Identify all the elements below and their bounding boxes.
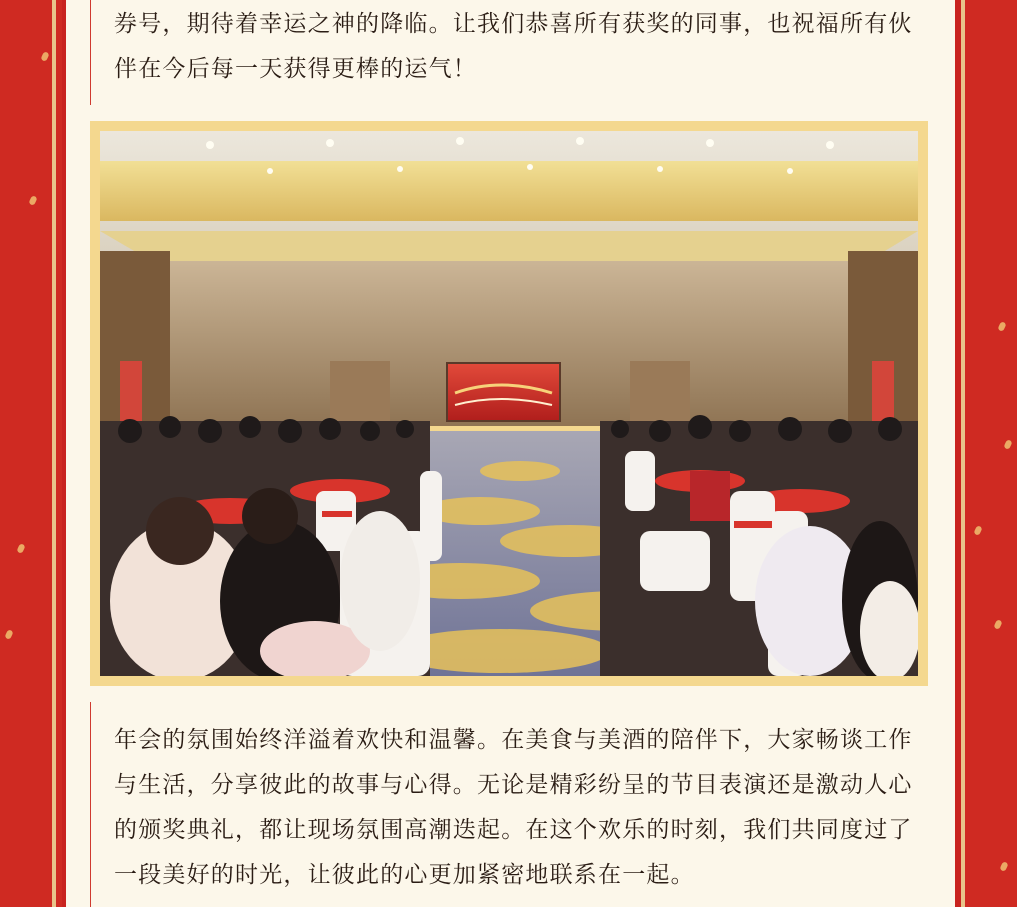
top-text-block (92, 0, 922, 105)
paragraph-rule (90, 0, 91, 105)
paragraph-rule (90, 702, 91, 907)
gold-flake-icon (999, 861, 1008, 872)
gold-flake-icon (4, 629, 13, 640)
gold-flake-icon (28, 195, 37, 206)
left-red-border (0, 0, 62, 907)
gold-flake-icon (997, 321, 1006, 332)
photo-frame (90, 121, 928, 686)
left-gold-stripe (52, 0, 56, 907)
gold-flake-icon (993, 619, 1002, 630)
top-paragraph: 券号，期待着幸运之神的降临。让我们恭喜所有获奖的同事，也祝福所有伙伴在今后每一天获得更棒的运气！ (114, 11, 913, 82)
bottom-paragraph: 年会的氛围始终洋溢着欢快和温馨。在美食与美酒的陪伴下，大家畅谈工作与生活，分享彼此的故事与心得。无论是精彩纷呈的节目表演还是激动人心的颁奖典礼，都让现场氛围高潮迭起。在这个欢乐的时刻，我们共同度过了一段美好的时光，让彼此的心更加紧密地联系在一起。 (114, 727, 913, 888)
gold-flake-icon (40, 51, 49, 62)
right-red-border (961, 0, 1017, 907)
bottom-text-block (92, 702, 922, 907)
right-gold-stripe (961, 0, 965, 907)
gold-flake-icon (1003, 439, 1012, 450)
banquet-hall-photo (100, 131, 918, 676)
gold-flake-icon (973, 525, 982, 536)
gold-flake-icon (16, 543, 25, 554)
